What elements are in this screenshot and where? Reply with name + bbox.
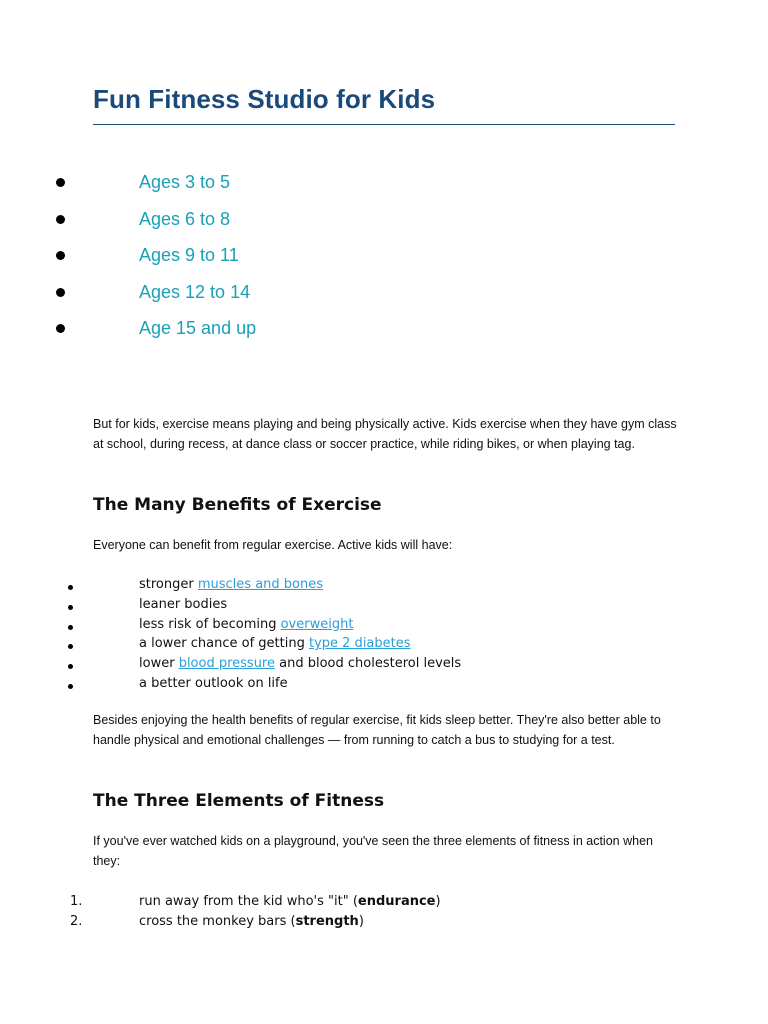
bullet-icon <box>56 215 65 224</box>
age-group-link[interactable]: Ages 3 to 5 <box>139 172 231 192</box>
list-item <box>0 893 768 913</box>
list-item <box>0 280 768 317</box>
elements-heading: The Three Elements of Fitness <box>93 791 385 811</box>
bullet-icon <box>68 644 73 649</box>
bullet-icon <box>68 684 73 689</box>
benefit-text <box>139 636 411 651</box>
list-number: 2. <box>70 914 83 929</box>
elements-list <box>0 893 768 933</box>
bullet-icon <box>56 324 65 333</box>
benefit-text-part: lower <box>139 656 179 672</box>
list-item <box>0 655 768 675</box>
list-item <box>0 170 768 207</box>
benefits-closing-paragraph: Besides enjoying the health benefits of regular exercise, fit kids sleep better. They're also better able to handle physical and emotional challenges — from running to catch a bus to studying for a test. <box>93 713 661 747</box>
element-text-part: run away from the kid who's "it" ( <box>139 894 358 909</box>
bullet-icon <box>68 664 73 669</box>
bullet-icon <box>56 178 65 187</box>
benefit-text <box>139 656 461 671</box>
muscles-and-bones-link[interactable]: muscles and bones <box>197 577 324 592</box>
list-item <box>0 576 768 596</box>
intro-paragraph: But for kids, exercise means playing and being physically active. Kids exercise when they have gym class at school, during recess, at dance class or soccer practice, while riding bikes, or when playing tag. <box>93 417 677 451</box>
benefit-text-part: and blood cholesterol levels <box>275 656 462 672</box>
title-divider <box>93 124 675 125</box>
benefit-text-part: less risk of becoming <box>139 616 281 632</box>
page-title: Fun Fitness Studio for Kids <box>93 84 436 114</box>
benefits-heading: The Many Benefits of Exercise <box>93 495 382 515</box>
list-item <box>0 616 768 636</box>
age-group-list <box>0 170 768 353</box>
benefits-list <box>0 576 768 695</box>
element-keyword: strength <box>295 914 359 929</box>
bullet-icon <box>68 625 73 630</box>
benefits-lead: Everyone can benefit from regular exercise. Active kids will have: <box>93 538 453 552</box>
list-item <box>0 913 768 933</box>
element-text <box>139 894 441 909</box>
bullet-icon <box>56 251 65 260</box>
element-text-part: ) <box>435 894 441 909</box>
benefit-text <box>139 577 323 592</box>
element-text-part: cross the monkey bars ( <box>139 914 296 929</box>
type-2-diabetes-link[interactable]: type 2 diabetes <box>308 636 411 652</box>
benefit-text-part: stronger <box>139 577 198 592</box>
benefit-text: a better outlook on life <box>139 675 288 691</box>
element-text <box>139 914 364 929</box>
element-text-part: ) <box>358 914 364 929</box>
bullet-icon <box>68 585 73 590</box>
bullet-icon <box>68 605 73 610</box>
benefit-text <box>139 617 353 632</box>
list-item <box>0 316 768 353</box>
list-item <box>0 207 768 244</box>
bullet-icon <box>56 288 65 297</box>
blood-pressure-link[interactable]: blood pressure <box>178 656 275 672</box>
benefit-text: leaner bodies <box>139 596 228 612</box>
list-item <box>0 635 768 655</box>
list-item <box>0 243 768 280</box>
overweight-link[interactable]: overweight <box>280 616 354 632</box>
age-group-link[interactable]: Ages 9 to 11 <box>139 245 239 265</box>
age-group-link[interactable]: Ages 12 to 14 <box>139 281 251 302</box>
list-number: 1. <box>70 894 83 909</box>
list-item <box>0 596 768 616</box>
age-group-link[interactable]: Ages 6 to 8 <box>139 208 231 229</box>
elements-lead: If you've ever watched kids on a playground, you've seen the three elements of fitness in action when they: <box>93 834 653 868</box>
list-item <box>0 675 768 695</box>
age-group-link[interactable]: Age 15 and up <box>139 318 257 338</box>
benefit-text-part: a lower chance of getting <box>139 636 309 652</box>
element-keyword: endurance <box>357 894 436 909</box>
